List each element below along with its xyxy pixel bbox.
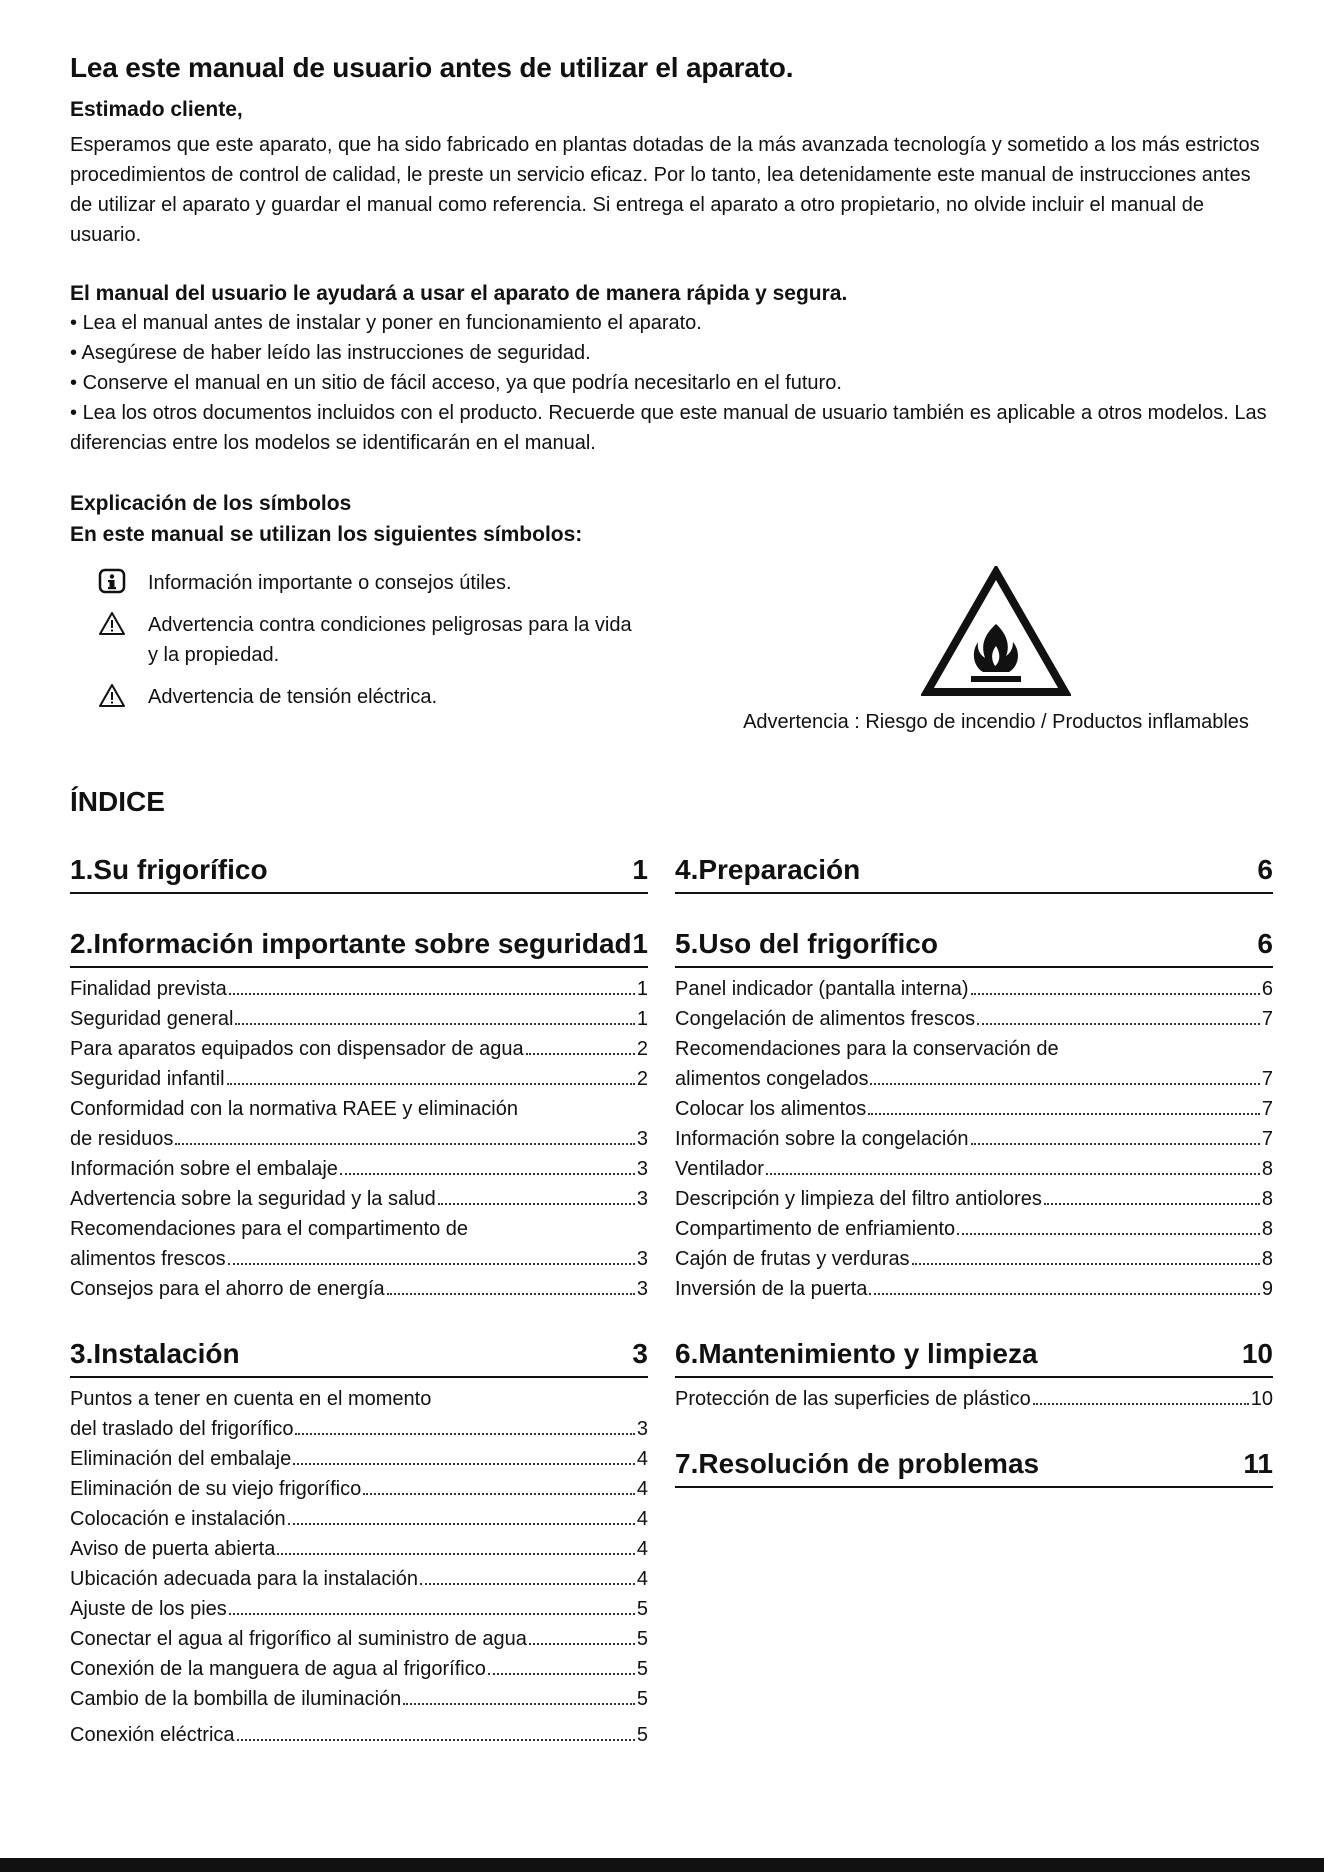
leader-dots [420, 1583, 635, 1585]
toc-heading-title: 4.Preparación [675, 854, 861, 885]
toc-entry-page: 5 [636, 1724, 648, 1746]
toc-entry[interactable] [70, 974, 648, 1004]
toc-heading[interactable] [675, 924, 1273, 968]
bullet-item: • Lea el manual antes de instalar y poner en funcionamiento el aparato. [70, 308, 1270, 338]
toc-entry[interactable] [70, 1184, 648, 1214]
toc-section-1 [70, 850, 648, 894]
toc-heading-page: 11 [1243, 1448, 1273, 1479]
toc-heading-page: 6 [1257, 928, 1273, 959]
toc-entry-label: Para aparatos equipados con dispensador de agua [70, 1038, 524, 1060]
bullet-item: • Lea los otros documentos incluidos con el producto. Recuerde que este manual de usuario también es aplicable a otros modelos. Las diferencias entre los modelos se identificarán en el manual. [70, 398, 1270, 458]
toc-section-4 [675, 850, 1273, 894]
toc-entry-page: 8 [1261, 1158, 1273, 1180]
toc-entry-page: 3 [636, 1418, 648, 1440]
toc-entry-label: Eliminación de su viejo frigorífico [70, 1478, 362, 1500]
toc-entry-label: Seguridad general [70, 1008, 234, 1030]
leader-dots [912, 1263, 1260, 1265]
leader-dots [237, 1739, 635, 1741]
toc-entry-label: Ubicación adecuada para la instalación [70, 1568, 419, 1590]
toc-heading-title: 5.Uso del frigorífico [675, 928, 938, 959]
toc-entry[interactable] [70, 1244, 648, 1274]
toc-heading-title: 7.Resolución de problemas [675, 1448, 1040, 1479]
toc-entry-page: 3 [636, 1188, 648, 1210]
leader-dots [295, 1433, 634, 1435]
fire-caption: Advertencia : Riesgo de incendio / Productos inflamables [743, 711, 1249, 733]
toc-entry-page: 4 [636, 1448, 648, 1470]
toc-entry[interactable] [70, 1274, 648, 1304]
toc-heading-title: 3.Instalación [70, 1338, 240, 1369]
greeting: Estimado cliente, [70, 98, 243, 121]
fire-warning [686, 566, 1306, 736]
guide-bullets [70, 308, 1270, 458]
toc-entry[interactable] [70, 1684, 648, 1714]
toc-entry-label: Colocación e instalación [70, 1508, 286, 1530]
leader-dots [387, 1293, 635, 1295]
leader-dots [529, 1643, 635, 1645]
toc-entry-label: Eliminación del embalaje [70, 1448, 292, 1470]
toc-entry[interactable] [675, 1214, 1273, 1244]
toc-heading-page: 10 [1241, 1338, 1273, 1369]
toc-entry-page: 8 [1261, 1218, 1273, 1240]
warning-triangle-icon [98, 682, 128, 712]
toc-entry-page: 7 [1261, 1008, 1273, 1030]
toc-heading[interactable] [70, 924, 648, 968]
toc-entry-label: Inversión de la puerta [675, 1278, 868, 1300]
toc-entry-page: 4 [636, 1538, 648, 1560]
toc-entry-line[interactable]: Conformidad con la normativa RAEE y eliminación [70, 1098, 518, 1120]
toc-entry-line[interactable]: Recomendaciones para el compartimento de [70, 1218, 468, 1240]
leader-dots [403, 1703, 635, 1705]
symbols-heading: Explicación de los símbolos [70, 492, 352, 515]
toc-entry-label: Información sobre la congelación [675, 1128, 969, 1150]
toc-entry-page: 2 [636, 1068, 648, 1090]
leader-dots [526, 1053, 635, 1055]
toc-entry-page: 5 [636, 1658, 648, 1680]
toc-entry-page: 9 [1261, 1278, 1273, 1300]
toc-entry[interactable] [70, 1504, 648, 1534]
toc-right-column [675, 850, 1273, 1518]
toc-entry[interactable] [675, 1124, 1273, 1154]
toc-heading[interactable] [70, 850, 648, 894]
toc-entry[interactable] [70, 1720, 648, 1750]
leader-dots [340, 1173, 635, 1175]
toc-entry[interactable] [70, 1034, 648, 1064]
toc-entry-label: Panel indicador (pantalla interna) [675, 978, 969, 1000]
toc-heading[interactable] [70, 1334, 648, 1378]
toc-entry[interactable] [675, 1244, 1273, 1274]
toc-entry[interactable] [675, 974, 1273, 1004]
toc-section-6 [675, 1334, 1273, 1414]
toc-entry[interactable] [70, 1624, 648, 1654]
toc-heading-title: 6.Mantenimiento y limpieza [675, 1338, 1038, 1369]
toc-entry-page: 7 [1261, 1128, 1273, 1150]
toc-entry-page: 3 [636, 1278, 648, 1300]
bullet-item: • Asegúrese de haber leído las instrucciones de seguridad. [70, 338, 1270, 368]
leader-dots [229, 1613, 635, 1615]
toc-entry-page: 3 [636, 1158, 648, 1180]
toc-entry-label: de residuos [70, 1128, 174, 1150]
toc-entry[interactable] [70, 1564, 648, 1594]
symbol-row [98, 682, 638, 712]
toc-entry-label: Compartimento de enfriamiento [675, 1218, 956, 1240]
toc-section-3 [70, 1334, 648, 1750]
leader-dots [228, 1263, 635, 1265]
toc-entry[interactable] [70, 1474, 648, 1504]
leader-dots [869, 1293, 1260, 1295]
toc-entry-page: 4 [636, 1478, 648, 1500]
toc-entry-page: 5 [636, 1688, 648, 1710]
leader-dots [235, 1023, 634, 1025]
toc-entry-page: 4 [636, 1508, 648, 1530]
toc-entry-line[interactable]: Puntos a tener en cuenta en el momento [70, 1388, 432, 1410]
toc-section-7 [675, 1444, 1273, 1488]
toc-entry-label: Ventilador [675, 1158, 764, 1180]
toc-entry[interactable] [675, 1064, 1273, 1094]
toc-entry-label: alimentos congelados [675, 1068, 869, 1090]
leader-dots [363, 1493, 635, 1495]
toc-heading-title: 2.Información importante sobre seguridad [70, 928, 632, 959]
toc-heading[interactable] [675, 850, 1273, 894]
symbols-list [98, 568, 638, 724]
symbol-text: Información importante o consejos útiles. [148, 572, 512, 594]
leader-dots [277, 1553, 635, 1555]
toc-entry-page: 5 [636, 1628, 648, 1650]
toc-entry-page: 8 [1261, 1248, 1273, 1270]
toc-entry-page: 3 [636, 1248, 648, 1270]
toc-section-2 [70, 924, 648, 1304]
leader-dots [293, 1463, 635, 1465]
toc-left-column [70, 850, 648, 1780]
toc-entry-label: Conectar el agua al frigorífico al suministro de agua [70, 1628, 527, 1650]
toc-entry-page: 5 [636, 1598, 648, 1620]
toc-section-5 [675, 924, 1273, 1304]
toc-entry-label: Protección de las superficies de plástico [675, 1388, 1031, 1410]
toc-entry-label: Seguridad infantil [70, 1068, 225, 1090]
toc-entry[interactable] [675, 1274, 1273, 1304]
toc-entry[interactable] [70, 1414, 648, 1444]
info-icon [98, 568, 128, 598]
toc-entry-label: Colocar los alimentos [675, 1098, 867, 1120]
toc-entry[interactable] [675, 1154, 1273, 1184]
toc-entry-label: Finalidad prevista [70, 978, 227, 1000]
leader-dots [227, 1083, 635, 1085]
toc-entry-page: 7 [1261, 1068, 1273, 1090]
flammable-warning-icon [921, 566, 1071, 698]
leader-dots [868, 1113, 1260, 1115]
leader-dots [977, 1023, 1260, 1025]
toc-entry[interactable] [70, 1534, 648, 1564]
toc-entry[interactable] [70, 1154, 648, 1184]
toc-entry-label: Descripción y limpieza del filtro antiolores [675, 1188, 1042, 1210]
toc-title: ÍNDICE [70, 786, 165, 817]
toc-entry-label: Conexión de la manguera de agua al frigorífico [70, 1658, 486, 1680]
symbols-section [70, 488, 1270, 746]
toc-entry-label: Cajón de frutas y verduras [675, 1248, 910, 1270]
leader-dots [229, 993, 635, 995]
toc-entry[interactable] [70, 1064, 648, 1094]
toc-entry-label: Cambio de la bombilla de iluminación [70, 1688, 402, 1710]
toc-entry-label: Congelación de alimentos frescos [675, 1008, 976, 1030]
toc-entry-page: 1 [636, 978, 648, 1000]
intro-paragraph: Esperamos que este aparato, que ha sido fabricado en plantas dotadas de la más avanzada tecnología y sometido a los más estrictos procedimientos de control de calidad, le preste un servicio eficaz. Por lo tanto, lea detenidamente este manual de instrucciones antes de utilizar el aparato y guardar el manual como referencia. Si entrega el aparato a otro propietario, no olvide incluir el manual de usuario. [70, 134, 1260, 246]
symbols-subheading: En este manual se utilizan los siguientes símbolos: [70, 523, 583, 546]
toc-heading-page: 6 [1257, 854, 1273, 885]
toc-heading-page: 1 [632, 928, 648, 959]
toc-entry-page: 1 [636, 1008, 648, 1030]
leader-dots [1044, 1203, 1260, 1205]
toc-entry[interactable] [675, 1184, 1273, 1214]
toc-entry-page: 6 [1261, 978, 1273, 1000]
toc-entry-label: Consejos para el ahorro de energía [70, 1278, 385, 1300]
toc-entry-label: Conexión eléctrica [70, 1724, 235, 1746]
toc-entry[interactable] [70, 1594, 648, 1624]
toc-entry[interactable] [70, 1004, 648, 1034]
toc-entry-page: 2 [636, 1038, 648, 1060]
toc-entry-page: 8 [1261, 1188, 1273, 1210]
toc-entry[interactable] [70, 1444, 648, 1474]
toc-entry-page: 4 [636, 1568, 648, 1590]
toc-entry-label: del traslado del frigorífico [70, 1418, 294, 1440]
toc-entry-label: Información sobre el embalaje [70, 1158, 338, 1180]
page-title: Lea este manual de usuario antes de utilizar el aparato. [70, 52, 794, 83]
toc-entry-label: Advertencia sobre la seguridad y la salud [70, 1188, 436, 1210]
toc-entry[interactable] [70, 1124, 648, 1154]
leader-dots [175, 1143, 634, 1145]
toc-heading[interactable] [675, 1334, 1273, 1378]
leader-dots [438, 1203, 635, 1205]
symbol-row [98, 610, 638, 670]
leader-dots [870, 1083, 1259, 1085]
toc-heading-page: 3 [632, 1338, 648, 1369]
symbol-row [98, 568, 638, 598]
toc-entry-label: Aviso de puerta abierta [70, 1538, 276, 1560]
bottom-border [0, 1858, 1324, 1872]
toc-entry-label: alimentos frescos [70, 1248, 226, 1270]
toc-entry[interactable] [675, 1004, 1273, 1034]
leader-dots [971, 1143, 1260, 1145]
toc-entry-page: 3 [636, 1128, 648, 1150]
guide-heading: El manual del usuario le ayudará a usar el aparato de manera rápida y segura. [70, 282, 848, 305]
symbol-text: Advertencia de tensión eléctrica. [148, 686, 438, 708]
leader-dots [766, 1173, 1260, 1175]
table-of-contents [70, 850, 1273, 1750]
toc-heading-page: 1 [632, 854, 648, 885]
leader-dots [957, 1233, 1260, 1235]
toc-entry-label: Ajuste de los pies [70, 1598, 227, 1620]
toc-entry[interactable] [70, 1654, 648, 1684]
leader-dots [488, 1673, 635, 1675]
leader-dots [288, 1523, 635, 1525]
warning-triangle-icon [98, 610, 128, 640]
toc-entry-page: 10 [1250, 1388, 1273, 1410]
leader-dots [971, 993, 1260, 995]
leader-dots [1033, 1403, 1249, 1405]
bullet-item: • Conserve el manual en un sitio de fácil acceso, ya que podría necesitarlo en el futuro. [70, 368, 1270, 398]
toc-heading-title: 1.Su frigorífico [70, 854, 268, 885]
symbol-text: Advertencia contra condiciones peligrosas para la vida y la propiedad. [148, 614, 632, 666]
toc-entry-line[interactable]: Recomendaciones para la conservación de [675, 1038, 1059, 1060]
toc-entry-page: 7 [1261, 1098, 1273, 1120]
toc-entry[interactable] [675, 1384, 1273, 1414]
toc-entry[interactable] [675, 1094, 1273, 1124]
toc-heading[interactable] [675, 1444, 1273, 1488]
page-content [70, 52, 1270, 818]
